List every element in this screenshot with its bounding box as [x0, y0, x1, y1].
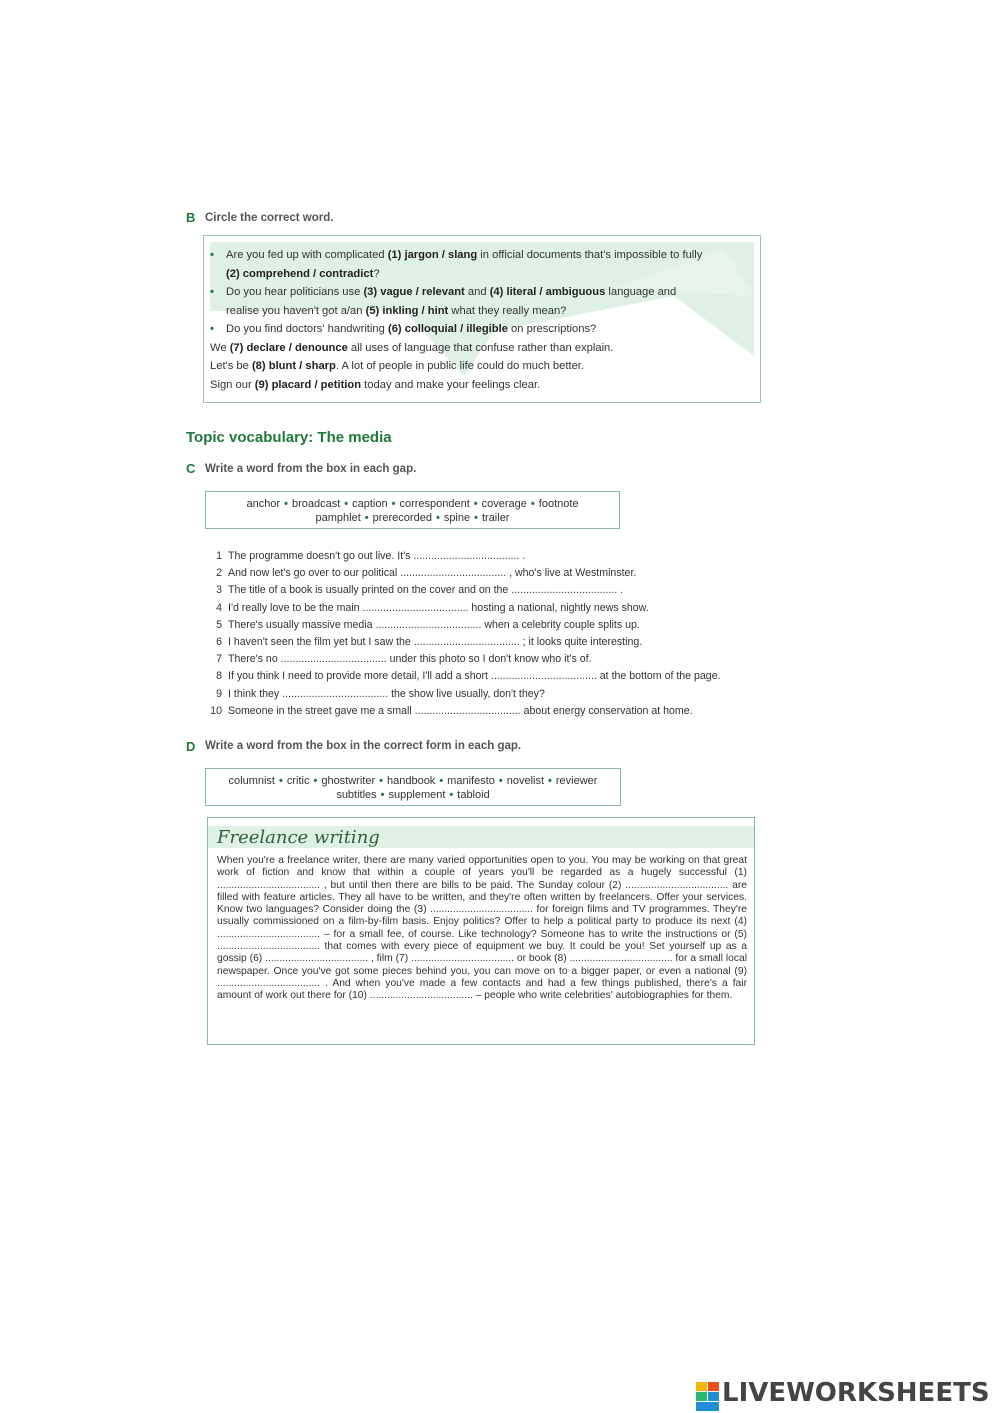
word-box-word: manifesto [447, 775, 495, 787]
word-box-word: anchor [246, 498, 281, 510]
item-number: 1 [216, 550, 222, 562]
section-d-letter: D [186, 739, 196, 754]
item-sentence[interactable]: If you think I need to provide more detail, I'll add a short .................................... at the bottom of the page. [228, 670, 721, 683]
item-sentence[interactable]: The title of a book is usually printed on the cover and on the .................................... . [228, 584, 624, 597]
item-number: 4 [216, 601, 222, 614]
section-c-letter: C [186, 461, 196, 476]
freelance-writing-title: Freelance writing [217, 827, 380, 848]
item-number: 6 [216, 635, 222, 648]
separator-dot-icon: • [279, 775, 283, 787]
list-item [200, 565, 721, 582]
word-box-word: supplement [388, 789, 446, 801]
item-number: 2 [216, 567, 222, 580]
section-b-line [210, 376, 702, 395]
line-text: Do you find doctors' handwriting [226, 323, 388, 335]
line-text: ? [373, 267, 380, 280]
section-b-line [210, 302, 702, 321]
separator-dot-icon: • [473, 498, 478, 510]
answer-options[interactable]: (5) inkling / hint [365, 304, 449, 317]
section-b-line [210, 357, 702, 376]
list-item [200, 600, 721, 617]
separator-dot-icon: • [435, 512, 440, 524]
list-item [200, 686, 721, 703]
item-sentence[interactable]: There's no .................................... under this photo so I don't know who it's of. [228, 653, 592, 666]
section-b-box [203, 235, 761, 403]
list-item [200, 651, 721, 668]
section-b-instruction: Circle the correct word. [205, 212, 334, 224]
list-item [200, 668, 721, 685]
section-c-instruction: Write a word from the box in each gap. [205, 463, 417, 475]
section-b-line [210, 320, 702, 339]
freelance-writing-text: When you're a freelance writer, there are many varied opportunities open to you. You may be working on that great work of fiction and know that within a couple of years you'll be regarded as a hugely successful (1) .................................... , but until then there are bills to be paid. The Sunday colour (2) .................................... are filled with feature articles. They all have to be written, and they're often written by freelancers. Offer your services. Know two languages? Consider doing the (3) .................................... for foreign films and TV programmes. They're usually commissioned on a film-by-film basis. Enjoy politics? Offer to help a political party to produce its next (4) .................................... – for a small fee, of course. Like technology? Someone has to write the instructions or (5) .................................... that comes with every piece of equipment we buy. It could be you! Set yourself up as a gossip (6) .................................... , film (7) .................................... or book (8) .................................... for a small local newspaper. Once you've got some pieces behind you, you can move on to a bigger paper, or even a national (9) .................................... . And when you've made a few contacts and had a few things published, there's a fair amount of work out there for (10) .................................... – people who write celebrities' autobiographies for them. [217, 855, 747, 1002]
section-d-word-box [205, 768, 621, 806]
line-text: today and make your feelings clear. [361, 378, 541, 391]
line-text: Are you fed up with complicated [226, 249, 388, 261]
item-sentence[interactable]: There's usually massive media .................................... when a celebrity couple splits up. [228, 618, 640, 631]
separator-dot-icon: • [498, 775, 503, 787]
list-item [200, 582, 721, 599]
item-number: 10 [210, 704, 222, 717]
item-sentence[interactable]: Someone in the street gave me a small .................................... about energy conservation at home. [228, 704, 693, 717]
answer-options[interactable]: (1) [387, 249, 405, 261]
answer-options[interactable]: (9) placard / petition [254, 378, 362, 391]
item-number: 7 [216, 653, 222, 666]
item-number: 5 [216, 618, 222, 631]
word-box-word: ghostwriter [321, 775, 376, 787]
section-b-line [210, 246, 702, 265]
separator-dot-icon: • [344, 498, 349, 510]
separator-dot-icon: • [391, 498, 396, 510]
item-sentence[interactable]: And now let's go over to our political .................................... , who's live at Westminster. [228, 567, 637, 580]
line-text: . A lot of people in public life could do much better. [335, 360, 585, 372]
line-text: We [210, 341, 230, 354]
word-box-word: subtitles [336, 789, 377, 801]
separator-dot-icon: • [474, 512, 478, 524]
word-box-word: critic [286, 775, 310, 787]
line-text: language and [605, 286, 677, 298]
word-box-word: handbook [386, 775, 436, 787]
answer-options[interactable]: (2) comprehend / contradict [226, 267, 374, 280]
separator-dot-icon: • [439, 775, 444, 787]
line-text: Do you hear politicians use [226, 286, 364, 298]
section-d-instruction: Write a word from the box in the correct form in each gap. [205, 740, 522, 752]
item-number: 3 [216, 584, 222, 597]
word-box-word: columnist [228, 775, 275, 787]
liveworksheets-logo[interactable] [696, 1378, 990, 1412]
word-box-word: coverage [481, 498, 527, 510]
bullet-icon: • [210, 249, 214, 261]
separator-dot-icon: • [449, 789, 454, 801]
separator-dot-icon: • [284, 498, 288, 510]
topic-heading: Topic vocabulary: The media [186, 429, 392, 446]
section-b-line [210, 283, 702, 302]
item-number: 9 [216, 687, 222, 700]
line-text: all uses of language that confuse rather than explain. [347, 341, 614, 354]
separator-dot-icon: • [380, 789, 385, 801]
answer-options[interactable]: (6) colloquial / illegible [387, 323, 508, 335]
item-number: 8 [216, 670, 222, 683]
word-box-word: pamphlet [315, 512, 361, 524]
word-box-word: spine [443, 512, 471, 524]
section-c-word-box [205, 491, 620, 529]
section-c-list [200, 548, 721, 720]
line-text: in official documents that's impossible to fully [477, 249, 703, 261]
word-box-line [206, 774, 620, 788]
word-box-word: footnote [538, 498, 579, 510]
separator-dot-icon: • [530, 498, 535, 510]
line-text: Let's be [210, 360, 252, 372]
list-item [200, 548, 721, 565]
answer-options[interactable]: (7) declare / denounce [229, 341, 348, 354]
line-text: on prescriptions? [507, 323, 597, 335]
answer-options[interactable]: (3) vague / relevant [363, 286, 465, 298]
word-box-line [206, 497, 619, 511]
word-box-word: novelist [506, 775, 545, 787]
answer-options[interactable]: (4) literal / ambiguous [489, 286, 606, 298]
line-text: Sign our [210, 378, 255, 391]
section-b-line [210, 339, 702, 358]
word-box-word: broadcast [291, 498, 341, 510]
bullet-icon: • [210, 323, 214, 335]
line-text: what they really mean? [448, 304, 567, 317]
item-sentence[interactable]: I'd really love to be the main .................................... hosting a national, nightly news show. [228, 601, 649, 614]
separator-dot-icon: • [364, 512, 369, 524]
freelance-writing-box [207, 817, 755, 1045]
word-box-line [206, 511, 619, 525]
word-box-word: reviewer [555, 775, 598, 787]
section-b-line [210, 265, 702, 284]
line-text: realise you haven't got a/an [226, 304, 366, 317]
word-box-line [206, 788, 620, 802]
logo-blocks-icon [696, 1382, 720, 1412]
logo-text: LIVEWORKSHEETS [722, 1378, 990, 1408]
separator-dot-icon: • [548, 775, 552, 787]
list-item [200, 634, 721, 651]
item-sentence[interactable]: I think they .................................... the show live usually, don't they? [228, 687, 545, 700]
section-b-lines [210, 246, 702, 394]
word-box-word: tabloid [457, 789, 490, 801]
separator-dot-icon: • [313, 775, 318, 787]
item-sentence[interactable]: I haven't seen the film yet but I saw the .................................... ; it looks quite interesting. [228, 635, 643, 648]
separator-dot-icon: • [379, 775, 383, 787]
word-box-word: correspondent [399, 498, 470, 510]
list-item [200, 703, 721, 720]
answer-options[interactable]: jargon / slang [404, 249, 478, 261]
word-box-word: caption [352, 498, 388, 510]
item-sentence[interactable]: The programme doesn't go out live. It's .................................... . [228, 550, 526, 562]
answer-options[interactable]: (8) blunt / sharp [251, 360, 336, 372]
section-b-letter: B [186, 210, 196, 225]
bullet-icon: • [210, 286, 214, 298]
word-box-word: prerecorded [372, 512, 432, 524]
list-item [200, 617, 721, 634]
line-text: and [464, 286, 490, 298]
word-box-word: trailer [481, 512, 510, 524]
